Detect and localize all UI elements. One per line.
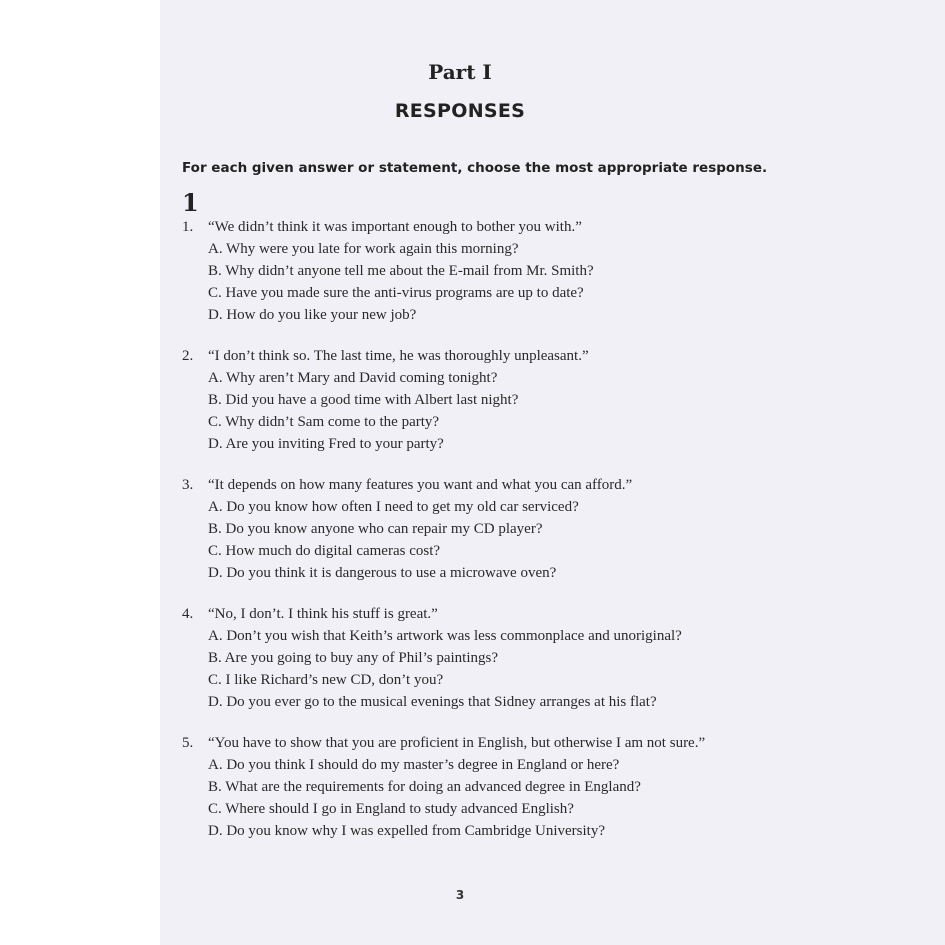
question-prompt	[182, 216, 752, 238]
answer-option: C. How much do digital cameras cost?	[208, 543, 441, 559]
question-text: “We didn’t think it was important enough to bother you with.”	[208, 219, 582, 235]
question-item	[182, 216, 752, 326]
answer-option: C. Have you made sure the anti-virus programs are up to date?	[208, 285, 584, 301]
question-text: “You have to show that you are proficient in English, but otherwise I am not sure.”	[208, 735, 706, 751]
answer-option: B. Do you know anyone who can repair my CD player?	[208, 521, 543, 537]
question-item	[182, 732, 752, 842]
question-text: “No, I don’t. I think his stuff is great.”	[208, 606, 438, 622]
answer-option: A. Don’t you wish that Keith’s artwork was less commonplace and unoriginal?	[208, 628, 682, 644]
answer-option: B. Did you have a good time with Albert last night?	[208, 392, 519, 408]
answer-option: B. Why didn’t anyone tell me about the E-mail from Mr. Smith?	[208, 263, 594, 279]
answer-option: A. Do you think I should do my master’s degree in England or here?	[208, 757, 620, 773]
section-number: 1	[182, 188, 199, 217]
question-number: 2.	[182, 348, 194, 364]
question-prompt	[182, 345, 752, 367]
answer-option: A. Why were you late for work again this morning?	[208, 241, 519, 257]
part-title: Part I	[428, 60, 492, 84]
answer-option: C. Why didn’t Sam come to the party?	[208, 414, 440, 430]
answer-option: D. How do you like your new job?	[208, 307, 417, 323]
question-number: 1.	[182, 219, 194, 235]
question-item	[182, 603, 752, 713]
question-prompt	[182, 474, 752, 496]
answer-option: C. Where should I go in England to study advanced English?	[208, 801, 574, 817]
answer-option: B. What are the requirements for doing an advanced degree in England?	[208, 779, 641, 795]
page-number: 3	[455, 888, 465, 902]
answer-option: A. Do you know how often I need to get my old car serviced?	[208, 499, 579, 515]
answer-option: D. Do you know why I was expelled from Cambridge University?	[208, 823, 606, 839]
answer-option: B. Are you going to buy any of Phil’s paintings?	[208, 650, 498, 666]
answer-option: A. Why aren’t Mary and David coming tonight?	[208, 370, 498, 386]
question-text: “I don’t think so. The last time, he was thoroughly unpleasant.”	[208, 348, 589, 364]
question-number: 3.	[182, 477, 194, 493]
question-prompt	[182, 732, 752, 754]
answer-option: D. Are you inviting Fred to your party?	[208, 436, 444, 452]
question-item	[182, 345, 752, 455]
question-number: 4.	[182, 606, 194, 622]
answer-option: D. Do you think it is dangerous to use a microwave oven?	[208, 565, 557, 581]
answer-option: C. I like Richard’s new CD, don’t you?	[208, 672, 444, 688]
question-number: 5.	[182, 735, 194, 751]
question-prompt	[182, 603, 752, 625]
question-item	[182, 474, 752, 584]
book-page	[160, 0, 945, 945]
section-title: RESPONSES	[394, 100, 526, 122]
question-list	[182, 216, 752, 861]
answer-option: D. Do you ever go to the musical evenings that Sidney arranges at his flat?	[208, 694, 657, 710]
question-text: “It depends on how many features you want and what you can afford.”	[208, 477, 633, 493]
instruction-text: For each given answer or statement, choose the most appropriate response.	[182, 160, 768, 176]
